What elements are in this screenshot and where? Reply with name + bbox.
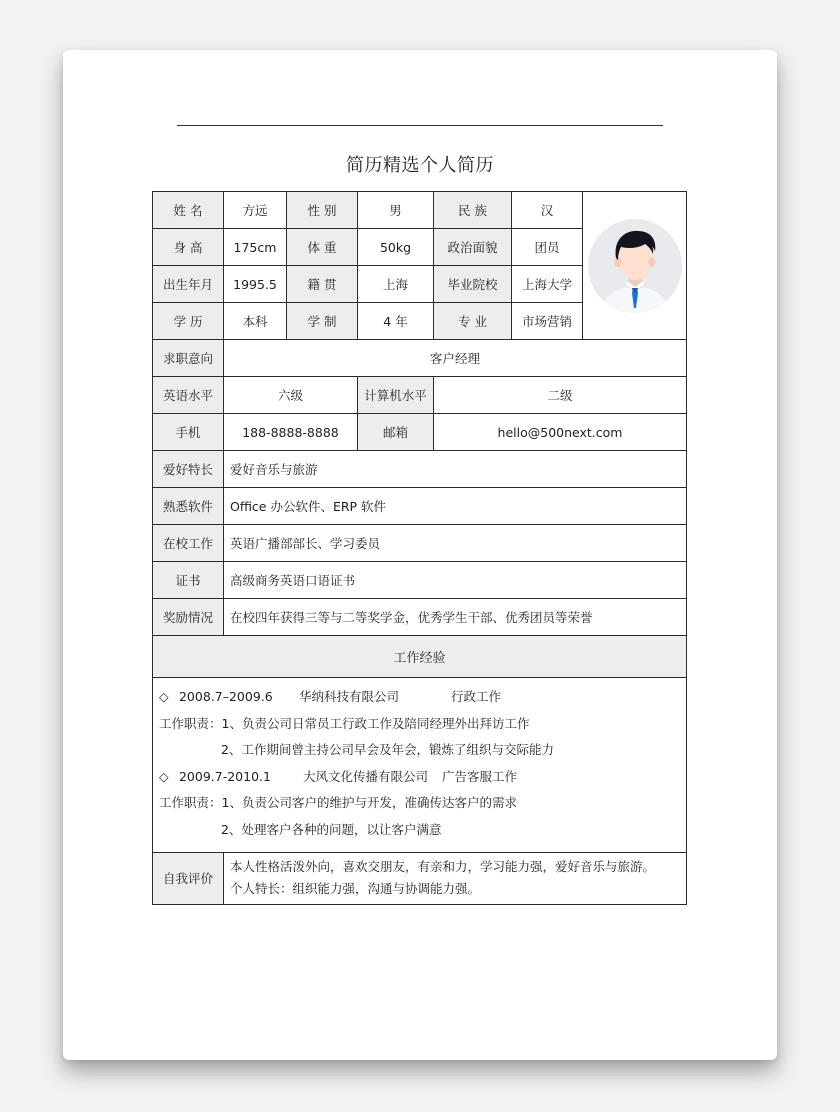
duty-label: 工作职责： [159,715,222,731]
experience-duty [159,790,686,817]
row-contact [153,414,687,451]
row-awards [153,599,687,636]
detail-label: 爱好特长 [153,451,224,488]
duty-text: 1、负责公司日常员工行政工作及陪同经理外出拜访工作 [221,715,530,731]
diamond-bullet: ◇ [159,689,169,704]
experience-duty [159,737,686,764]
political-label: 政治面貌 [434,229,512,266]
job-intent-value: 客户经理 [224,340,687,377]
school-label: 毕业院校 [434,266,512,303]
native-label: 籍 贯 [287,266,358,303]
phone-value: 188-8888-8888 [224,414,358,451]
experience-position: 广告客服工作 [441,768,517,784]
row-basic-1 [153,192,687,229]
top-divider [177,125,663,126]
education-value: 本科 [224,303,287,340]
experience-period: 2009.7-2010.1 [178,768,271,784]
page-title: 简历精选个人简历 [346,155,494,176]
gender-label: 性 别 [287,192,358,229]
detail-value: 高级商务英语口语证书 [224,562,687,599]
self-evaluation-line: 本人性格活泼外向，喜欢交朋友，有亲和力，学习能力强，爱好音乐与旅游。 [230,859,656,875]
experience-period: 2008.7–2009.6 [178,689,273,704]
computer-value: 二级 [434,377,687,414]
experience-company: 大风文化传播有限公司 [302,768,428,784]
diamond-bullet: ◇ [159,768,169,784]
ethnicity-label: 民 族 [434,192,512,229]
row-experience-body [153,678,687,853]
row-campus-work [153,525,687,562]
weight-value: 50kg [358,229,434,266]
job-intent-label: 求职意向 [153,340,224,377]
resume-table [152,191,687,905]
major-label: 专 业 [434,303,512,340]
native-value: 上海 [358,266,434,303]
height-value: 175cm [224,229,287,266]
row-software [153,488,687,525]
birth-value: 1995.5 [224,266,287,303]
name-label: 姓 名 [153,192,224,229]
duty-text: 2、工作期间曾主持公司早会及年会，锻炼了组织与交际能力 [221,742,554,758]
duty-label: 工作职责： [159,795,222,811]
photo-cell [583,192,687,340]
detail-label: 证书 [153,562,224,599]
resume-page [63,50,777,1060]
english-value: 六级 [224,377,358,414]
height-label: 身 高 [153,229,224,266]
detail-value: 爱好音乐与旅游 [224,451,687,488]
detail-value: 在校四年获得三等与二等奖学金，优秀学生干部、优秀团员等荣誉 [224,599,687,636]
experience-entry-header [159,684,686,711]
row-hobby [153,451,687,488]
detail-value: Office 办公软件、ERP 软件 [224,488,687,525]
experience-section-title: 工作经验 [153,636,687,678]
experience-duty [159,711,686,738]
school-value: 上海大学 [512,266,583,303]
experience-company: 华纳科技有限公司 [298,689,399,704]
detail-label: 奖励情况 [153,599,224,636]
row-skills [153,377,687,414]
row-self-evaluation [153,852,687,904]
detail-value: 英语广播部部长、学习委员 [224,525,687,562]
self-evaluation-line: 个人特长：组织能力强，沟通与协调能力强。 [230,881,481,897]
duty-text: 1、负责公司客户的维护与开发，准确传达客户的需求 [221,795,517,811]
detail-label: 熟悉软件 [153,488,224,525]
experience-entry-header [159,764,686,791]
duration-value: 4 年 [358,303,434,340]
english-label: 英语水平 [153,377,224,414]
phone-label: 手机 [153,414,224,451]
row-certificate [153,562,687,599]
avatar-icon [587,218,683,314]
detail-label: 在校工作 [153,525,224,562]
education-label: 学 历 [153,303,224,340]
email-label: 邮箱 [358,414,434,451]
experience-position: 行政工作 [450,689,501,704]
gender-value: 男 [358,192,434,229]
name-value: 方远 [224,192,287,229]
ethnicity-value: 汉 [512,192,583,229]
experience-list [153,678,687,853]
self-evaluation-text [224,852,687,904]
duration-label: 学 制 [287,303,358,340]
email-value: hello@500next.com [434,414,687,451]
row-job-intent [153,340,687,377]
computer-label: 计算机水平 [358,377,434,414]
duty-text: 2、处理客户各种的问题，以让客户满意 [221,821,442,837]
major-value: 市场营销 [512,303,583,340]
self-evaluation-label: 自我评价 [153,852,224,904]
birth-label: 出生年月 [153,266,224,303]
political-value: 团员 [512,229,583,266]
row-experience-header [153,636,687,678]
weight-label: 体 重 [287,229,358,266]
experience-duty [159,817,686,844]
